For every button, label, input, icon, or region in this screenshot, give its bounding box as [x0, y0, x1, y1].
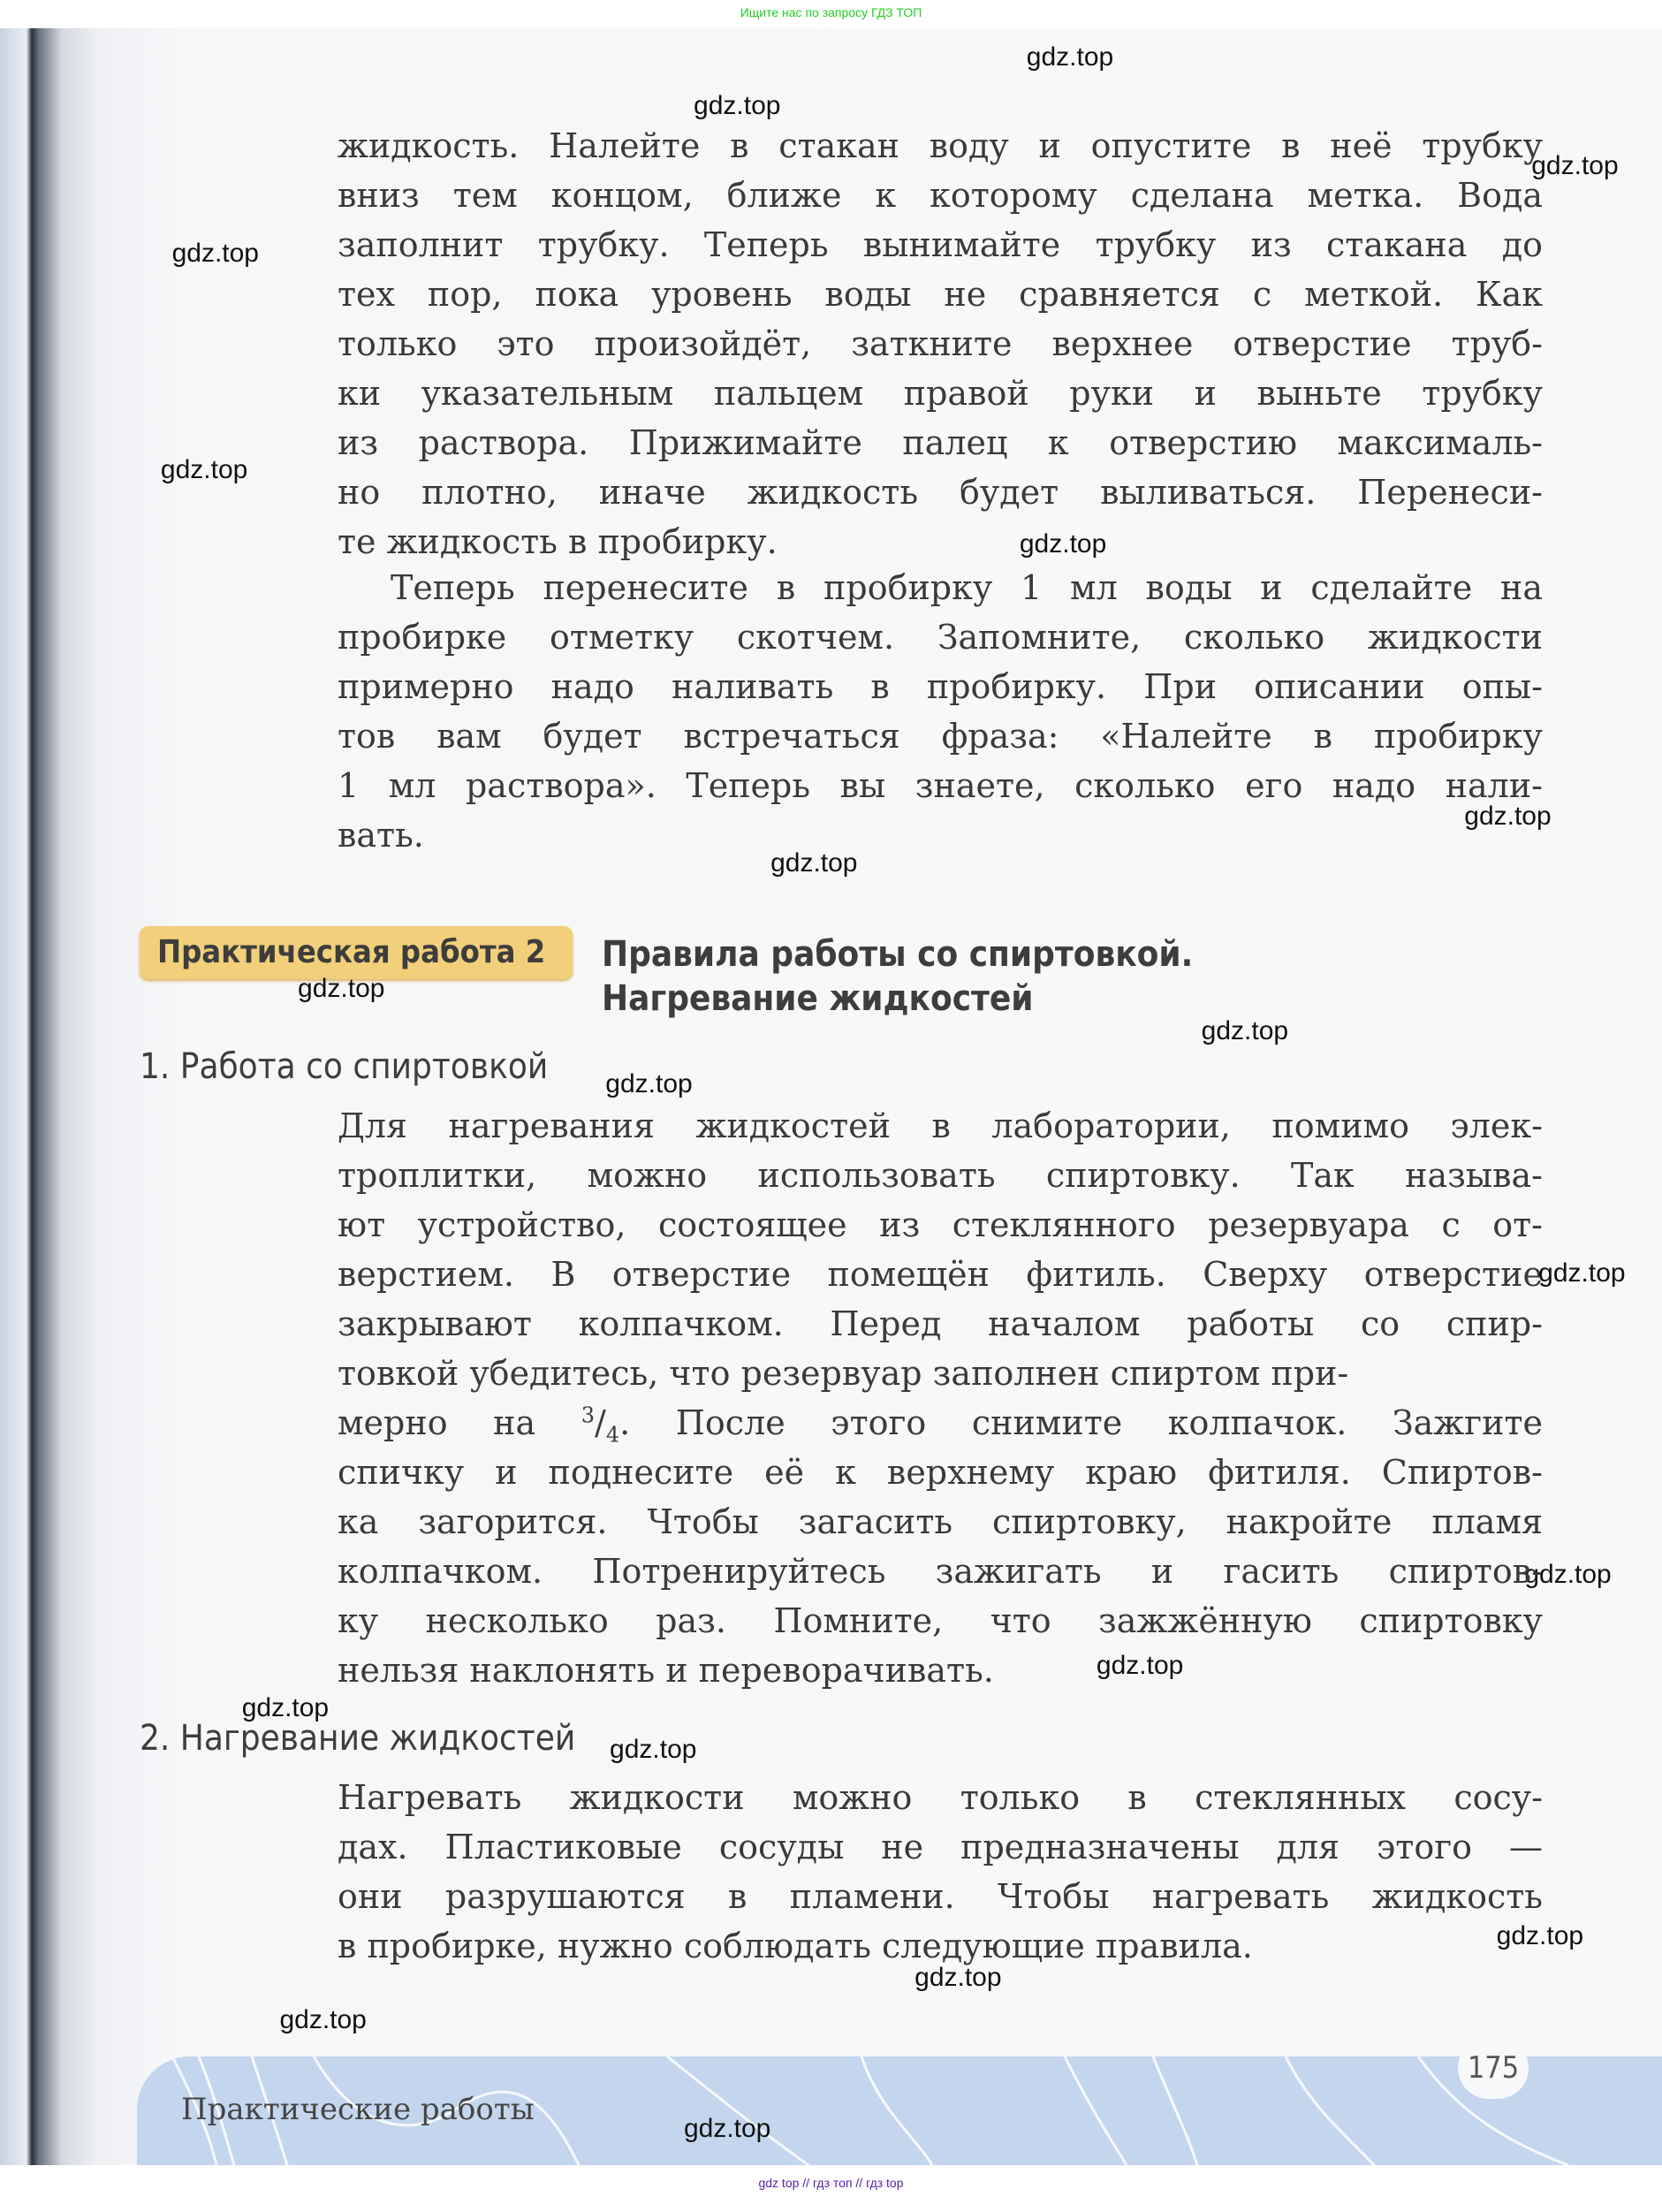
text-line: нельзя наклонять и переворачивать. [338, 1651, 994, 1690]
watermark-text: gdz.top [1531, 151, 1619, 181]
text-line: ют устройство, состоящее из стеклянного резервуара с от- [338, 1205, 1543, 1244]
text-line: ка загорится. Чтобы загасить спиртовку, накройте пламя [338, 1502, 1543, 1541]
watermark-text: gdz.top [1019, 528, 1107, 559]
top-note: Ищите нас по запросу ГДЗ ТОП [740, 5, 922, 19]
watermark-text: gdz.top [241, 1692, 330, 1722]
text-line: верстием. В отверстие помещён фитиль. Сверху отверстие [338, 1255, 1543, 1294]
watermark-text: gdz.top [605, 1068, 693, 1098]
page-number: 175 [1458, 2037, 1529, 2099]
text-line: Для нагревания жидкостей в лаборатории, помимо элек- [338, 1106, 1543, 1145]
text-line: жидкость. Налейте в стакан воду и опустите в неё трубку [338, 126, 1543, 165]
section1-heading: 1. Работа со спиртовкой [140, 1046, 549, 1087]
fraction-numerator: 3 [581, 1402, 596, 1428]
watermark-text: gdz.top [279, 2004, 367, 2034]
watermark-text: gdz.top [1464, 802, 1552, 832]
text-line: колпачком. Потренируйтесь зажигать и гасить спиртов- [338, 1552, 1543, 1591]
text-line: закрывают колпачком. Перед началом работы со спир- [338, 1304, 1543, 1343]
text-line: товкой убедитесь, что резервуар заполнен спиртом при- [338, 1354, 1349, 1393]
text-line: они разрушаются в пламени. Чтобы нагревать жидкость [338, 1877, 1543, 1916]
text-line: в пробирке, нужно соблюдать следующие правила. [338, 1927, 1253, 1965]
bottom-note: gdz top // гдз топ // гдз top [758, 2176, 904, 2190]
footer-section-title: Практические работы [181, 2092, 535, 2127]
watermark-text: gdz.top [160, 454, 248, 484]
text: . После этого снимите колпачок. Зажгите [619, 1403, 1543, 1442]
watermark-text: gdz.top [1496, 1920, 1584, 1950]
watermark-text: gdz.top [1538, 1258, 1626, 1288]
watermark-text: gdz.top [694, 91, 781, 121]
text-line: тех пор, пока уровень воды не сравняется с меткой. Как [338, 275, 1543, 314]
text-line: только это произойдёт, заткните верхнее отверстие труб- [338, 324, 1543, 363]
watermark-text: gdz.top [1096, 1651, 1184, 1681]
text-line: спичку и поднесите её к верхнему краю фитиля. Спиртов- [338, 1453, 1543, 1492]
watermark-text: gdz.top [914, 1963, 1002, 1993]
text-line: ку несколько раз. Помните, что зажжённую спиртовку [338, 1601, 1543, 1640]
section2-heading: 2. Нагревание жидкостей [140, 1718, 576, 1759]
watermark-text: gdz.top [770, 848, 858, 878]
fraction-line: мерно на $^3/_4$. После этого снимите колпачок. Зажгите [338, 1402, 1543, 1448]
practical-title-line1: Правила работы со спиртовкой. [602, 934, 1194, 975]
text-line: тов вам будет встречаться фраза: «Налейте в пробирку [338, 717, 1543, 756]
text-line: Теперь перенесите в пробирку 1 мл воды и сделайте на [391, 568, 1543, 607]
text-line: ки указательным пальцем правой руки и выньте трубку [338, 374, 1543, 413]
text-line: дах. Пластиковые сосуды не предназначены для этого — [338, 1828, 1543, 1866]
text-line: Нагревать жидкости можно только в стеклянных сосу- [338, 1778, 1543, 1817]
practical-work-badge: Практическая работа 2 [140, 926, 573, 979]
text: мерно на [338, 1403, 581, 1442]
footer-band [137, 2056, 1662, 2165]
practical-title-line2: Нагревание жидкостей [602, 978, 1034, 1019]
text-line: троплитки, можно использовать спиртовку. Так называ- [338, 1156, 1543, 1195]
text-line: 1 мл раствора». Теперь вы знаете, сколько его надо нали- [338, 766, 1543, 805]
text-line: вать. [338, 816, 424, 855]
watermark-text: gdz.top [1524, 1560, 1612, 1590]
watermark-text: gdz.top [610, 1735, 697, 1765]
watermark-text: gdz.top [1026, 42, 1114, 72]
text-line: из раствора. Прижимайте палец к отверстию максималь- [338, 423, 1543, 462]
text-line: но плотно, иначе жидкость будет выливаться. Перенеси- [338, 473, 1543, 512]
text-line: пробирке отметку скотчем. Запомните, сколько жидкости [338, 618, 1543, 657]
text-line: примерно надо наливать в пробирку. При описании опы- [338, 667, 1543, 706]
watermark-text: gdz.top [298, 974, 385, 1004]
text-line: те жидкость в пробирку. [338, 522, 778, 561]
text-line: вниз тем концом, ближе к которому сделана метка. Вода [338, 176, 1543, 215]
watermark-text: gdz.top [1201, 1015, 1289, 1045]
text-line: заполнит трубку. Теперь вынимайте трубку из стакана до [338, 225, 1543, 264]
fraction-denominator: 4 [605, 1422, 620, 1448]
watermark-text: gdz.top [171, 238, 259, 268]
watermark-text: gdz.top [683, 2114, 771, 2144]
